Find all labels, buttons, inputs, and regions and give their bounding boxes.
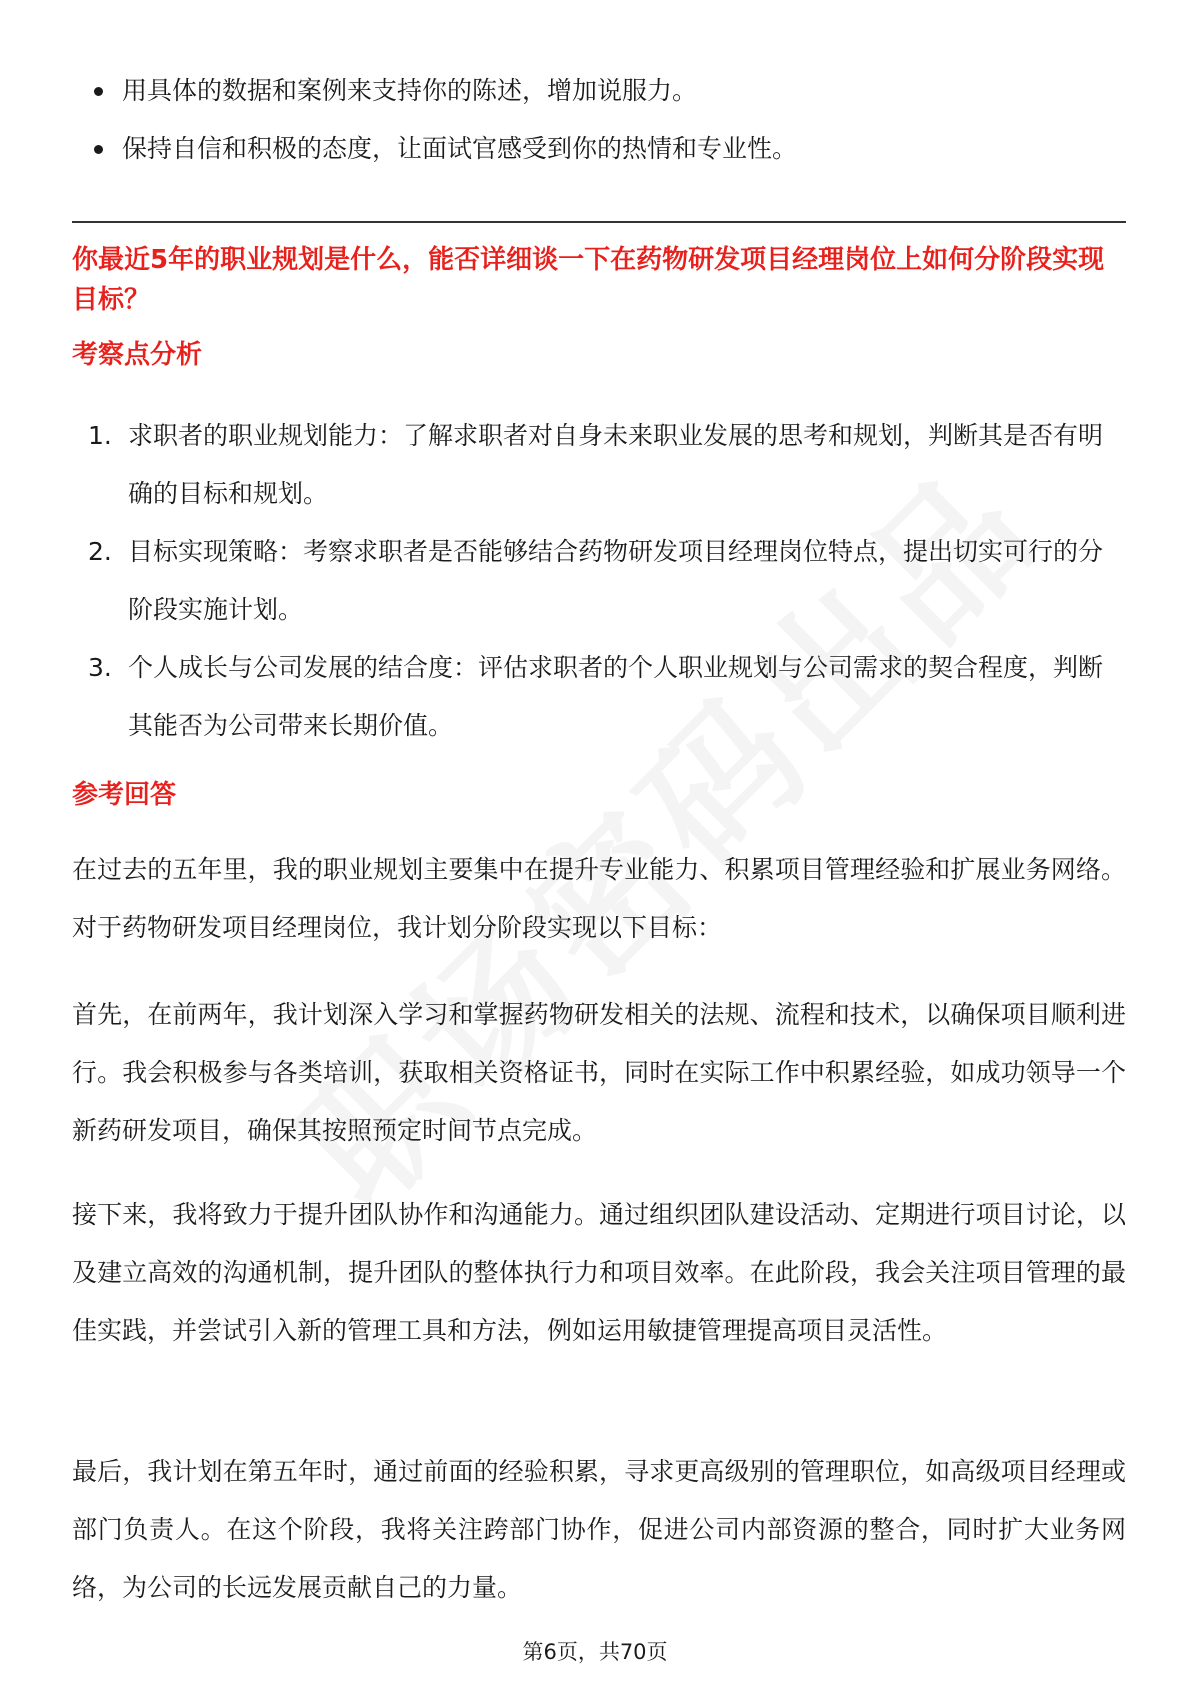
answer-title: 参考回答 — [72, 780, 177, 810]
analysis-list — [88, 407, 1126, 755]
answer-paragraph: 在过去的五年里，我的职业规划主要集中在提升专业能力、积累项目管理经验和扩展业务网络。对于药物研发项目经理岗位，我计划分阶段实现以下目标： — [72, 855, 1126, 942]
bullet-dot-icon — [94, 145, 103, 154]
bullet-text: 保持自信和积极的态度，让面试官感受到你的热情和专业性。 — [122, 134, 798, 163]
answer-paragraph: 首先，在前两年，我计划深入学习和掌握药物研发相关的法规、流程和技术，以确保项目顺利进行。我会积极参与各类培训，获取相关资格证书，同时在实际工作中积累经验，如成功领导一个新药研发项目，确保其按照预定时间节点完成。 — [72, 1000, 1126, 1145]
list-item — [94, 120, 1114, 178]
bullet-dot-icon — [94, 87, 103, 96]
question-heading: 你最近5年的职业规划是什么，能否详细谈一下在药物研发项目经理岗位上如何分阶段实现目标？ — [72, 245, 1105, 315]
list-item — [88, 407, 1126, 523]
answer-paragraph: 最后，我计划在第五年时，通过前面的经验积累，寻求更高级别的管理职位，如高级项目经理或部门负责人。在这个阶段，我将关注跨部门协作，促进公司内部资源的整合，同时扩大业务网络，为公司的长远发展贡献自己的力量。 — [72, 1457, 1126, 1602]
tips-bullet-list — [94, 62, 1114, 178]
item-text: 求职者的职业规划能力：了解求职者对自身未来职业发展的思考和规划，判断其是否有明确的目标和规划。 — [128, 421, 1104, 508]
list-item — [88, 523, 1126, 639]
page-number: 第6页，共70页 — [522, 1640, 668, 1664]
list-item — [94, 62, 1114, 120]
item-text: 目标实现策略：考察求职者是否能够结合药物研发项目经理岗位特点，提出切实可行的分阶段实施计划。 — [128, 537, 1104, 624]
item-number: 1. — [88, 421, 112, 450]
bullet-text: 用具体的数据和案例来支持你的陈述，增加说服力。 — [122, 76, 698, 105]
analysis-title: 考察点分析 — [72, 340, 203, 370]
section-divider — [72, 221, 1126, 223]
list-item — [88, 639, 1126, 755]
item-text: 个人成长与公司发展的结合度：评估求职者的个人职业规划与公司需求的契合程度，判断其能否为公司带来长期价值。 — [128, 653, 1104, 740]
answer-paragraph: 接下来，我将致力于提升团队协作和沟通能力。通过组织团队建设活动、定期进行项目讨论，以及建立高效的沟通机制，提升团队的整体执行力和项目效率。在此阶段，我会关注项目管理的最佳实践，并尝试引入新的管理工具和方法，例如运用敏捷管理提高项目灵活性。 — [72, 1200, 1126, 1345]
item-number: 2. — [88, 537, 112, 566]
item-number: 3. — [88, 653, 112, 682]
